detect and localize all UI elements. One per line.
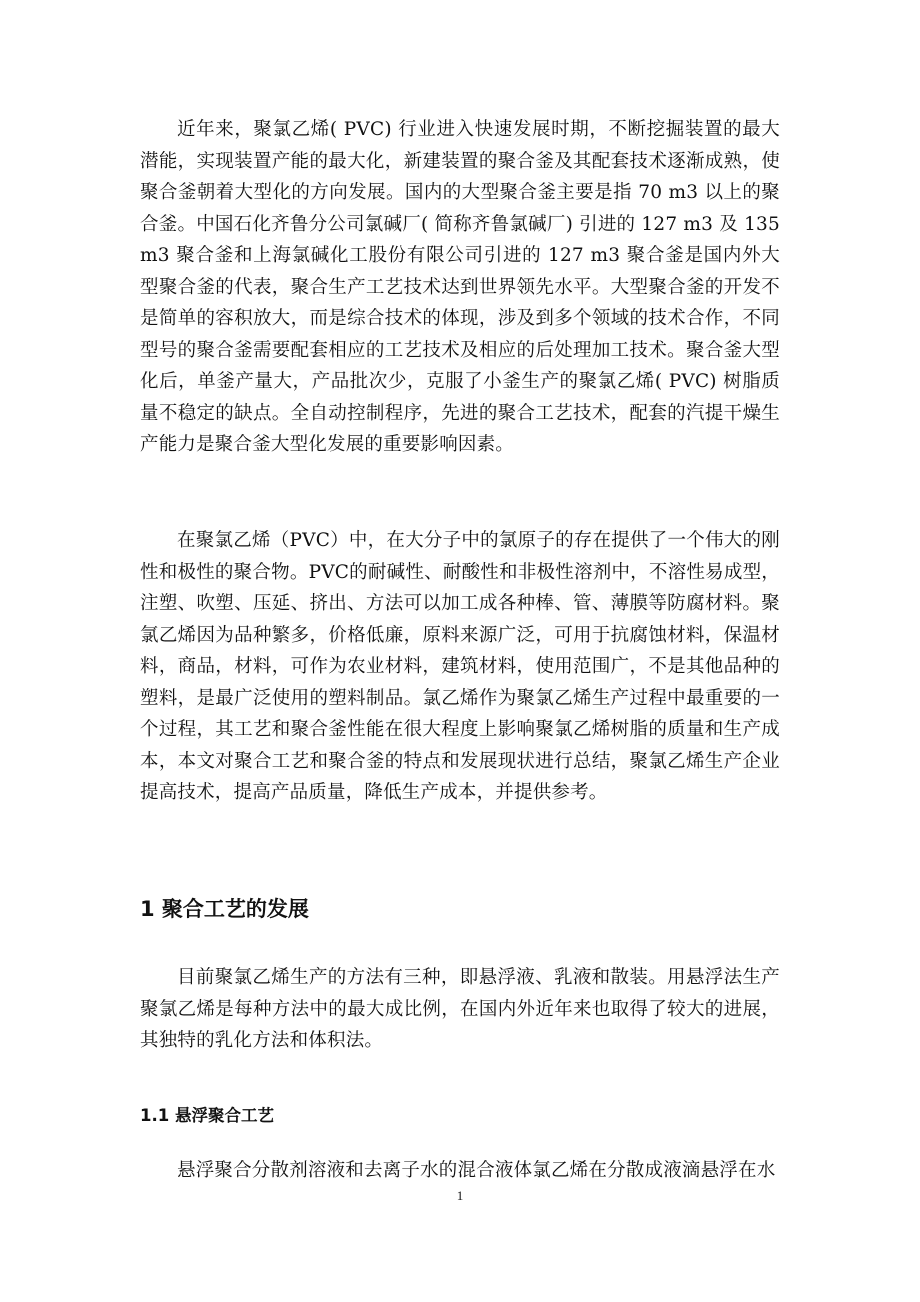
paragraph-section-1: 目前聚氯乙烯生产的方法有三种，即悬浮液、乳液和散装。用悬浮法生产聚氯乙烯是每种方法中的最大成比例，在国内外近年来也取得了较大的进展，其独特的乳化方法和体积法。: [140, 967, 780, 1051]
paragraph-intro-2: 在聚氯乙烯（PVC）中，在大分子中的氯原子的存在提供了一个伟大的刚性和极性的聚合物。PVC的耐碱性、耐酸性和非极性溶剂中，不溶性易成型，注塑、吹塑、压延、挤出、方法可以加工成各种棒、管、薄膜等防腐材料。聚氯乙烯因为品种繁多，价格低廉，原料来源广泛，可用于抗腐蚀材料，保温材料，商品，材料，可作为农业材料，建筑材料，使用范围广，不是其他品种的塑料，是最广泛使用的塑料制品。氯乙烯作为聚氯乙烯生产过程中最重要的一个过程，其工艺和聚合釜性能在很大程度上影响聚氯乙烯树脂的质量和生产成本，本文对聚合工艺和聚合釜的特点和发展现状进行总结，聚氯乙烯生产企业提高技术，提高产品质量，降低生产成本，并提供参考。: [140, 530, 780, 803]
page-number: 1: [456, 1188, 464, 1203]
section-heading-1: 1 聚合工艺的发展: [140, 897, 309, 921]
paragraph-intro-1: 近年来，聚氯乙烯( PVC) 行业进入快速发展时期，不断挖掘装置的最大潜能，实现装置产能的最大化，新建装置的聚合釜及其配套技术逐渐成熟，使聚合釜朝着大型化的方向发展。国内的大型聚合釜主要是指 70 m3 以上的聚合釜。中国石化齐鲁分公司氯碱厂( 简称齐鲁氯碱厂) 引进的 127 m3 及 135 m3 聚合釜和上海氯碱化工股份有限公司引进的 127 m3 聚合釜是国内外大型聚合釜的代表，聚合生产工艺技术达到世界领先水平。大型聚合釜的开发不是简单的容积放大，而是综合技术的体现，涉及到多个领域的技术合作，不同型号的聚合釜需要配套相应的工艺技术及相应的后处理加工技术。聚合釜大型化后，单釜产量大，产品批次少，克服了小釜生产的聚氯乙烯( PVC) 树脂质量不稳定的缺点。全自动控制程序，先进的聚合工艺技术，配套的汽提干燥生产能力是聚合釜大型化发展的重要影响因素。: [140, 119, 780, 455]
paragraph-subsection-1-1: 悬浮聚合分散剂溶液和去离子水的混合液体氯乙烯在分散成液滴悬浮在水: [177, 1160, 776, 1181]
subsection-heading-1-1: 1.1 悬浮聚合工艺: [140, 1106, 274, 1125]
